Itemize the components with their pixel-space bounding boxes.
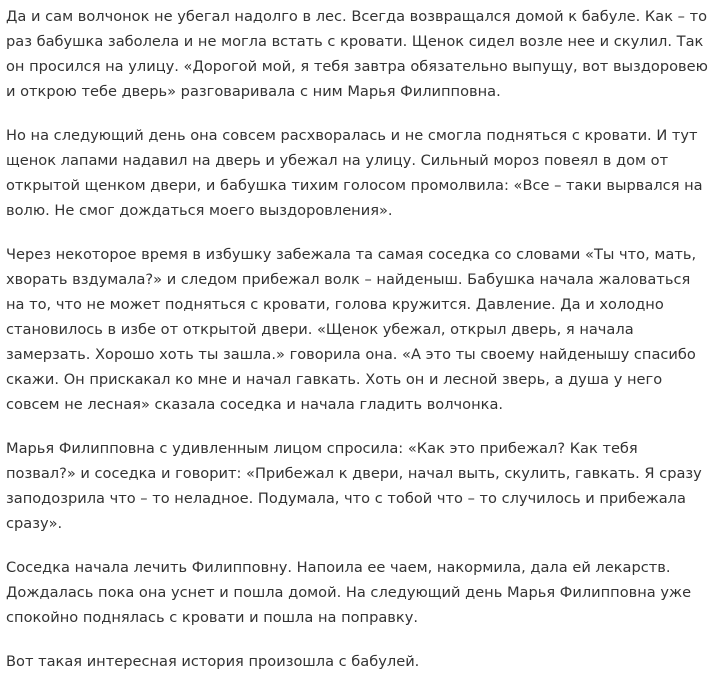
paragraph-5: Соседка начала лечить Филипповну. Напоила ее чаем, накормила, дала ей лекарств. Дождалась пока она уснет и пошла домой. На следующий день Марья Филипповна уже спокойно поднялась с кровати и пошла на поправку. xyxy=(6,559,692,626)
paragraph-4: Марья Филипповна с удивленным лицом спросила: «Как это прибежал? Как тебя позвал?» и соседка и говорит: «Прибежал к двери, начал выть, скулить, гавкать. Я сразу заподозрила что – то неладное. Подумала, что с тобой что – то случилось и прибежала сразу». xyxy=(6,440,702,532)
paragraph-3: Через некоторое время в избушку забежала та самая соседка со словами «Ты что, мать, хворать вздумала?» и следом прибежал волк – найденыш. Бабушка начала жаловаться на то, что не может подняться с кровати, голова кружится. Давление. Да и холодно становилось в избе от открытой двери. «Щенок убежал, открыл дверь, я начала замерзать. Хорошо хоть ты зашла.» говорила она. «А это ты своему найденышу спасибо скажи. Он прискакал ко мне и начал гавкать. Хоть он и лесной зверь, а душа у него совсем не лесная» сказала соседка и начала гладить волчонка. xyxy=(6,246,697,413)
paragraph-6: Вот такая интересная история произошла с бабулей. xyxy=(6,653,420,670)
paragraph-2: Но на следующий день она совсем расхворалась и не смогла подняться с кровати. И тут щенок лапами надавил на дверь и убежал на улицу. Сильный мороз повеял в дом от открытой щенком двери, и бабушка тихим голосом промолвила: «Все – таки вырвался на волю. Не смог дождаться моего выздоровления». xyxy=(6,127,703,219)
paragraph-1: Да и сам волчонок не убегал надолго в лес. Всегда возвращался домой к бабуле. Как – то раз бабушка заболела и не могла встать с кровати. Щенок сидел возле нее и скулил. Так он просился на улицу. «Дорогой мой, я тебя завтра обязательно выпущу, вот выздоровею и открою тебе дверь» разговаривала с ним Марья Филипповна. xyxy=(6,8,708,100)
